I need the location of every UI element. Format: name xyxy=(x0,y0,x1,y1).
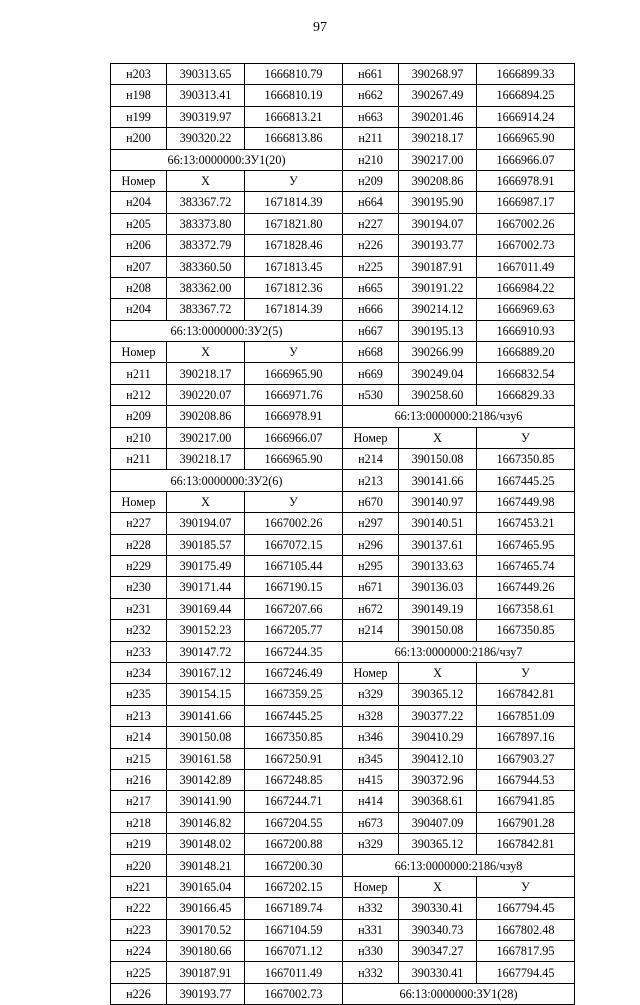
coordinates-table xyxy=(110,63,575,1005)
y-coordinate-cell: 1667903.27 xyxy=(477,748,575,769)
point-number-cell: н205 xyxy=(111,213,167,234)
x-coordinate-cell: 383367.72 xyxy=(167,192,245,213)
point-number-cell: н229 xyxy=(111,555,167,576)
table-row xyxy=(111,342,575,363)
y-coordinate-cell: 1667105.44 xyxy=(245,555,343,576)
table-row xyxy=(111,470,575,491)
point-number-cell: н668 xyxy=(343,342,399,363)
y-coordinate-cell: 1667794.45 xyxy=(477,962,575,983)
point-number-cell: н234 xyxy=(111,662,167,683)
table-row xyxy=(111,812,575,833)
table-row xyxy=(111,684,575,705)
point-number-cell: н221 xyxy=(111,876,167,897)
column-header-cell: У xyxy=(245,342,343,363)
table-row xyxy=(111,192,575,213)
x-coordinate-cell: 390193.77 xyxy=(167,983,245,1004)
x-coordinate-cell: 390193.77 xyxy=(399,235,477,256)
x-coordinate-cell: 390161.58 xyxy=(167,748,245,769)
table-row xyxy=(111,149,575,170)
table-row xyxy=(111,363,575,384)
y-coordinate-cell: 1667842.81 xyxy=(477,684,575,705)
column-header-cell: Номер xyxy=(111,491,167,512)
x-coordinate-cell: 390194.07 xyxy=(167,513,245,534)
column-header-cell: У xyxy=(477,662,575,683)
point-number-cell: н214 xyxy=(343,449,399,470)
point-number-cell: н217 xyxy=(111,791,167,812)
x-coordinate-cell: 390201.46 xyxy=(399,106,477,127)
table-row xyxy=(111,106,575,127)
table-row xyxy=(111,406,575,427)
table-row xyxy=(111,170,575,191)
column-header-cell: Номер xyxy=(111,342,167,363)
y-coordinate-cell: 1667445.25 xyxy=(245,705,343,726)
x-coordinate-cell: 390154.15 xyxy=(167,684,245,705)
point-number-cell: н198 xyxy=(111,85,167,106)
y-coordinate-cell: 1671828.46 xyxy=(245,235,343,256)
x-coordinate-cell: 390147.72 xyxy=(167,641,245,662)
y-coordinate-cell: 1667250.91 xyxy=(245,748,343,769)
x-coordinate-cell: 390133.63 xyxy=(399,555,477,576)
table-row xyxy=(111,64,575,85)
point-number-cell: н233 xyxy=(111,641,167,662)
y-coordinate-cell: 1666899.33 xyxy=(477,64,575,85)
table-row xyxy=(111,727,575,748)
y-coordinate-cell: 1667817.95 xyxy=(477,941,575,962)
column-header-cell: X xyxy=(167,170,245,191)
table-row xyxy=(111,128,575,149)
y-coordinate-cell: 1667207.66 xyxy=(245,598,343,619)
x-coordinate-cell: 390372.96 xyxy=(399,769,477,790)
table-row xyxy=(111,748,575,769)
column-header-cell: Номер xyxy=(343,427,399,448)
y-coordinate-cell: 1666966.07 xyxy=(245,427,343,448)
x-coordinate-cell: 390194.07 xyxy=(399,213,477,234)
table-row xyxy=(111,641,575,662)
y-coordinate-cell: 1667244.35 xyxy=(245,641,343,662)
y-coordinate-cell: 1666889.20 xyxy=(477,342,575,363)
x-coordinate-cell: 390319.97 xyxy=(167,106,245,127)
x-coordinate-cell: 390218.17 xyxy=(167,363,245,384)
point-number-cell: н330 xyxy=(343,941,399,962)
point-number-cell: н212 xyxy=(111,384,167,405)
y-coordinate-cell: 1667072.15 xyxy=(245,534,343,555)
y-coordinate-cell: 1667200.88 xyxy=(245,834,343,855)
x-coordinate-cell: 390165.04 xyxy=(167,876,245,897)
point-number-cell: н415 xyxy=(343,769,399,790)
y-coordinate-cell: 1666894.25 xyxy=(477,85,575,106)
x-coordinate-cell: 390149.19 xyxy=(399,598,477,619)
x-coordinate-cell: 390140.51 xyxy=(399,513,477,534)
point-number-cell: н661 xyxy=(343,64,399,85)
y-coordinate-cell: 1667453.21 xyxy=(477,513,575,534)
x-coordinate-cell: 390268.97 xyxy=(399,64,477,85)
point-number-cell: н228 xyxy=(111,534,167,555)
x-coordinate-cell: 390169.44 xyxy=(167,598,245,619)
x-coordinate-cell: 390195.90 xyxy=(399,192,477,213)
point-number-cell: н332 xyxy=(343,898,399,919)
parcel-header: 66:13:0000000:ЗУ2(6) xyxy=(111,470,343,491)
table-row xyxy=(111,834,575,855)
point-number-cell: н218 xyxy=(111,812,167,833)
point-number-cell: н665 xyxy=(343,277,399,298)
table-row xyxy=(111,213,575,234)
point-number-cell: н331 xyxy=(343,919,399,940)
point-number-cell: н214 xyxy=(111,727,167,748)
x-coordinate-cell: 390171.44 xyxy=(167,577,245,598)
y-coordinate-cell: 1667944.53 xyxy=(477,769,575,790)
point-number-cell: н227 xyxy=(111,513,167,534)
y-coordinate-cell: 1671821.80 xyxy=(245,213,343,234)
point-number-cell: н231 xyxy=(111,598,167,619)
y-coordinate-cell: 1667802.48 xyxy=(477,919,575,940)
y-coordinate-cell: 1666914.24 xyxy=(477,106,575,127)
point-number-cell: н345 xyxy=(343,748,399,769)
y-coordinate-cell: 1667842.81 xyxy=(477,834,575,855)
x-coordinate-cell: 390141.66 xyxy=(167,705,245,726)
point-number-cell: н235 xyxy=(111,684,167,705)
point-number-cell: н328 xyxy=(343,705,399,726)
point-number-cell: н211 xyxy=(111,363,167,384)
x-coordinate-cell: 390217.00 xyxy=(167,427,245,448)
x-coordinate-cell: 390377.22 xyxy=(399,705,477,726)
y-coordinate-cell: 1666978.91 xyxy=(477,170,575,191)
y-coordinate-cell: 1667897.16 xyxy=(477,727,575,748)
x-coordinate-cell: 383373.80 xyxy=(167,213,245,234)
x-coordinate-cell: 390249.04 xyxy=(399,363,477,384)
y-coordinate-cell: 1667449.26 xyxy=(477,577,575,598)
table-row xyxy=(111,534,575,555)
x-coordinate-cell: 390267.49 xyxy=(399,85,477,106)
column-header-cell: X xyxy=(399,662,477,683)
point-number-cell: н200 xyxy=(111,128,167,149)
y-coordinate-cell: 1667246.49 xyxy=(245,662,343,683)
x-coordinate-cell: 383372.79 xyxy=(167,235,245,256)
point-number-cell: н209 xyxy=(111,406,167,427)
y-coordinate-cell: 1667190.15 xyxy=(245,577,343,598)
x-coordinate-cell: 390330.41 xyxy=(399,898,477,919)
table-row xyxy=(111,384,575,405)
y-coordinate-cell: 1667359.25 xyxy=(245,684,343,705)
point-number-cell: н223 xyxy=(111,919,167,940)
x-coordinate-cell: 390148.21 xyxy=(167,855,245,876)
y-coordinate-cell: 1667200.30 xyxy=(245,855,343,876)
point-number-cell: н297 xyxy=(343,513,399,534)
page-number: 97 xyxy=(313,20,327,35)
x-coordinate-cell: 390187.91 xyxy=(167,962,245,983)
y-coordinate-cell: 1666965.90 xyxy=(245,449,343,470)
point-number-cell: н203 xyxy=(111,64,167,85)
point-number-cell: н332 xyxy=(343,962,399,983)
point-number-cell: н664 xyxy=(343,192,399,213)
y-coordinate-cell: 1671814.39 xyxy=(245,299,343,320)
x-coordinate-cell: 390148.02 xyxy=(167,834,245,855)
point-number-cell: н329 xyxy=(343,834,399,855)
x-coordinate-cell: 390195.13 xyxy=(399,320,477,341)
column-header-cell: X xyxy=(167,342,245,363)
table-row xyxy=(111,256,575,277)
table-row xyxy=(111,662,575,683)
x-coordinate-cell: 390150.08 xyxy=(399,449,477,470)
x-coordinate-cell: 390140.97 xyxy=(399,491,477,512)
column-header-cell: У xyxy=(477,427,575,448)
x-coordinate-cell: 390313.41 xyxy=(167,85,245,106)
point-number-cell: н210 xyxy=(343,149,399,170)
y-coordinate-cell: 1667449.98 xyxy=(477,491,575,512)
table-row xyxy=(111,769,575,790)
x-coordinate-cell: 390313.65 xyxy=(167,64,245,85)
y-coordinate-cell: 1671813.45 xyxy=(245,256,343,277)
point-number-cell: н663 xyxy=(343,106,399,127)
parcel-header: 66:13:0000000:2186/чзу8 xyxy=(343,855,575,876)
column-header-cell: У xyxy=(245,491,343,512)
y-coordinate-cell: 1667011.49 xyxy=(245,962,343,983)
y-coordinate-cell: 1666969.63 xyxy=(477,299,575,320)
point-number-cell: н219 xyxy=(111,834,167,855)
point-number-cell: н207 xyxy=(111,256,167,277)
table-row xyxy=(111,941,575,962)
column-header-cell: X xyxy=(399,876,477,897)
point-number-cell: н214 xyxy=(343,620,399,641)
y-coordinate-cell: 1666813.21 xyxy=(245,106,343,127)
x-coordinate-cell: 390368.61 xyxy=(399,791,477,812)
table-row xyxy=(111,235,575,256)
point-number-cell: н210 xyxy=(111,427,167,448)
x-coordinate-cell: 390191.22 xyxy=(399,277,477,298)
point-number-cell: н296 xyxy=(343,534,399,555)
y-coordinate-cell: 1667189.74 xyxy=(245,898,343,919)
y-coordinate-cell: 1667071.12 xyxy=(245,941,343,962)
point-number-cell: н209 xyxy=(343,170,399,191)
y-coordinate-cell: 1667901.28 xyxy=(477,812,575,833)
x-coordinate-cell: 390141.66 xyxy=(399,470,477,491)
point-number-cell: н672 xyxy=(343,598,399,619)
point-number-cell: н295 xyxy=(343,555,399,576)
parcel-header: 66:13:0000000:ЗУ2(5) xyxy=(111,320,343,341)
x-coordinate-cell: 390137.61 xyxy=(399,534,477,555)
point-number-cell: н206 xyxy=(111,235,167,256)
x-coordinate-cell: 390208.86 xyxy=(167,406,245,427)
x-coordinate-cell: 390142.89 xyxy=(167,769,245,790)
x-coordinate-cell: 390187.91 xyxy=(399,256,477,277)
table-row xyxy=(111,85,575,106)
x-coordinate-cell: 390136.03 xyxy=(399,577,477,598)
y-coordinate-cell: 1667358.61 xyxy=(477,598,575,619)
point-number-cell: н204 xyxy=(111,192,167,213)
point-number-cell: н220 xyxy=(111,855,167,876)
y-coordinate-cell: 1667465.95 xyxy=(477,534,575,555)
point-number-cell: н230 xyxy=(111,577,167,598)
table-row xyxy=(111,791,575,812)
point-number-cell: н227 xyxy=(343,213,399,234)
table-row xyxy=(111,491,575,512)
x-coordinate-cell: 390340.73 xyxy=(399,919,477,940)
table-row xyxy=(111,898,575,919)
y-coordinate-cell: 1666813.86 xyxy=(245,128,343,149)
parcel-header: 66:13:0000000:2186/чзу6 xyxy=(343,406,575,427)
x-coordinate-cell: 390166.45 xyxy=(167,898,245,919)
point-number-cell: н670 xyxy=(343,491,399,512)
x-coordinate-cell: 390218.17 xyxy=(167,449,245,470)
y-coordinate-cell: 1666829.33 xyxy=(477,384,575,405)
parcel-header: 66:13:0000000:ЗУ1(20) xyxy=(111,149,343,170)
point-number-cell: н232 xyxy=(111,620,167,641)
y-coordinate-cell: 1666965.90 xyxy=(245,363,343,384)
y-coordinate-cell: 1667104.59 xyxy=(245,919,343,940)
y-coordinate-cell: 1667350.85 xyxy=(245,727,343,748)
point-number-cell: н226 xyxy=(111,983,167,1004)
y-coordinate-cell: 1666966.07 xyxy=(477,149,575,170)
x-coordinate-cell: 390266.99 xyxy=(399,342,477,363)
y-coordinate-cell: 1666810.79 xyxy=(245,64,343,85)
point-number-cell: н204 xyxy=(111,299,167,320)
x-coordinate-cell: 390150.08 xyxy=(399,620,477,641)
x-coordinate-cell: 390320.22 xyxy=(167,128,245,149)
parcel-header: 66:13:0000000:2186/чзу7 xyxy=(343,641,575,662)
point-number-cell: н208 xyxy=(111,277,167,298)
y-coordinate-cell: 1667002.73 xyxy=(477,235,575,256)
y-coordinate-cell: 1667794.45 xyxy=(477,898,575,919)
parcel-header: 66:13:0000000:ЗУ1(28) xyxy=(343,983,575,1004)
point-number-cell: н215 xyxy=(111,748,167,769)
table-row xyxy=(111,855,575,876)
column-header-cell: Номер xyxy=(343,876,399,897)
point-number-cell: н213 xyxy=(343,470,399,491)
column-header-cell: У xyxy=(245,170,343,191)
table-row xyxy=(111,876,575,897)
x-coordinate-cell: 390180.66 xyxy=(167,941,245,962)
x-coordinate-cell: 390167.12 xyxy=(167,662,245,683)
y-coordinate-cell: 1667002.26 xyxy=(477,213,575,234)
x-coordinate-cell: 390175.49 xyxy=(167,555,245,576)
table-row xyxy=(111,983,575,1004)
point-number-cell: н211 xyxy=(111,449,167,470)
column-header-cell: X xyxy=(399,427,477,448)
x-coordinate-cell: 390220.07 xyxy=(167,384,245,405)
point-number-cell: н346 xyxy=(343,727,399,748)
x-coordinate-cell: 390170.52 xyxy=(167,919,245,940)
coordinates-table-body xyxy=(111,64,575,1005)
x-coordinate-cell: 390152.23 xyxy=(167,620,245,641)
y-coordinate-cell: 1666971.76 xyxy=(245,384,343,405)
y-coordinate-cell: 1667002.73 xyxy=(245,983,343,1004)
y-coordinate-cell: 1666810.19 xyxy=(245,85,343,106)
y-coordinate-cell: 1667350.85 xyxy=(477,449,575,470)
x-coordinate-cell: 390218.17 xyxy=(399,128,477,149)
y-coordinate-cell: 1666984.22 xyxy=(477,277,575,298)
y-coordinate-cell: 1667205.77 xyxy=(245,620,343,641)
y-coordinate-cell: 1667204.55 xyxy=(245,812,343,833)
point-number-cell: н329 xyxy=(343,684,399,705)
y-coordinate-cell: 1667248.85 xyxy=(245,769,343,790)
y-coordinate-cell: 1667445.25 xyxy=(477,470,575,491)
y-coordinate-cell: 1667202.15 xyxy=(245,876,343,897)
y-coordinate-cell: 1667002.26 xyxy=(245,513,343,534)
point-number-cell: н666 xyxy=(343,299,399,320)
x-coordinate-cell: 390146.82 xyxy=(167,812,245,833)
table-row xyxy=(111,299,575,320)
point-number-cell: н530 xyxy=(343,384,399,405)
table-row xyxy=(111,427,575,448)
x-coordinate-cell: 390141.90 xyxy=(167,791,245,812)
point-number-cell: н213 xyxy=(111,705,167,726)
point-number-cell: н414 xyxy=(343,791,399,812)
point-number-cell: н667 xyxy=(343,320,399,341)
y-coordinate-cell: 1671814.39 xyxy=(245,192,343,213)
column-header-cell: Номер xyxy=(343,662,399,683)
point-number-cell: н669 xyxy=(343,363,399,384)
table-row xyxy=(111,320,575,341)
table-row xyxy=(111,577,575,598)
table-row xyxy=(111,277,575,298)
point-number-cell: н226 xyxy=(343,235,399,256)
table-row xyxy=(111,962,575,983)
x-coordinate-cell: 390410.29 xyxy=(399,727,477,748)
point-number-cell: н662 xyxy=(343,85,399,106)
point-number-cell: н224 xyxy=(111,941,167,962)
y-coordinate-cell: 1666965.90 xyxy=(477,128,575,149)
column-header-cell: X xyxy=(167,491,245,512)
table-row xyxy=(111,598,575,619)
table-row xyxy=(111,555,575,576)
y-coordinate-cell: 1667941.85 xyxy=(477,791,575,812)
column-header-cell: Номер xyxy=(111,170,167,191)
x-coordinate-cell: 390258.60 xyxy=(399,384,477,405)
point-number-cell: н225 xyxy=(111,962,167,983)
y-coordinate-cell: 1666978.91 xyxy=(245,406,343,427)
y-coordinate-cell: 1666832.54 xyxy=(477,363,575,384)
point-number-cell: н222 xyxy=(111,898,167,919)
x-coordinate-cell: 390407.09 xyxy=(399,812,477,833)
x-coordinate-cell: 390330.41 xyxy=(399,962,477,983)
x-coordinate-cell: 390214.12 xyxy=(399,299,477,320)
y-coordinate-cell: 1667350.85 xyxy=(477,620,575,641)
y-coordinate-cell: 1667851.09 xyxy=(477,705,575,726)
point-number-cell: н673 xyxy=(343,812,399,833)
table-row xyxy=(111,449,575,470)
point-number-cell: н199 xyxy=(111,106,167,127)
column-header-cell: У xyxy=(477,876,575,897)
x-coordinate-cell: 390208.86 xyxy=(399,170,477,191)
point-number-cell: н211 xyxy=(343,128,399,149)
point-number-cell: н671 xyxy=(343,577,399,598)
table-row xyxy=(111,919,575,940)
y-coordinate-cell: 1667465.74 xyxy=(477,555,575,576)
x-coordinate-cell: 383360.50 xyxy=(167,256,245,277)
table-row xyxy=(111,513,575,534)
point-number-cell: н216 xyxy=(111,769,167,790)
x-coordinate-cell: 390412.10 xyxy=(399,748,477,769)
table-row xyxy=(111,620,575,641)
y-coordinate-cell: 1666910.93 xyxy=(477,320,575,341)
y-coordinate-cell: 1666987.17 xyxy=(477,192,575,213)
y-coordinate-cell: 1667011.49 xyxy=(477,256,575,277)
x-coordinate-cell: 390365.12 xyxy=(399,684,477,705)
x-coordinate-cell: 390347.27 xyxy=(399,941,477,962)
x-coordinate-cell: 390185.57 xyxy=(167,534,245,555)
point-number-cell: н225 xyxy=(343,256,399,277)
y-coordinate-cell: 1667244.71 xyxy=(245,791,343,812)
table-row xyxy=(111,705,575,726)
x-coordinate-cell: 390365.12 xyxy=(399,834,477,855)
x-coordinate-cell: 390150.08 xyxy=(167,727,245,748)
x-coordinate-cell: 383367.72 xyxy=(167,299,245,320)
x-coordinate-cell: 390217.00 xyxy=(399,149,477,170)
x-coordinate-cell: 383362.00 xyxy=(167,277,245,298)
y-coordinate-cell: 1671812.36 xyxy=(245,277,343,298)
